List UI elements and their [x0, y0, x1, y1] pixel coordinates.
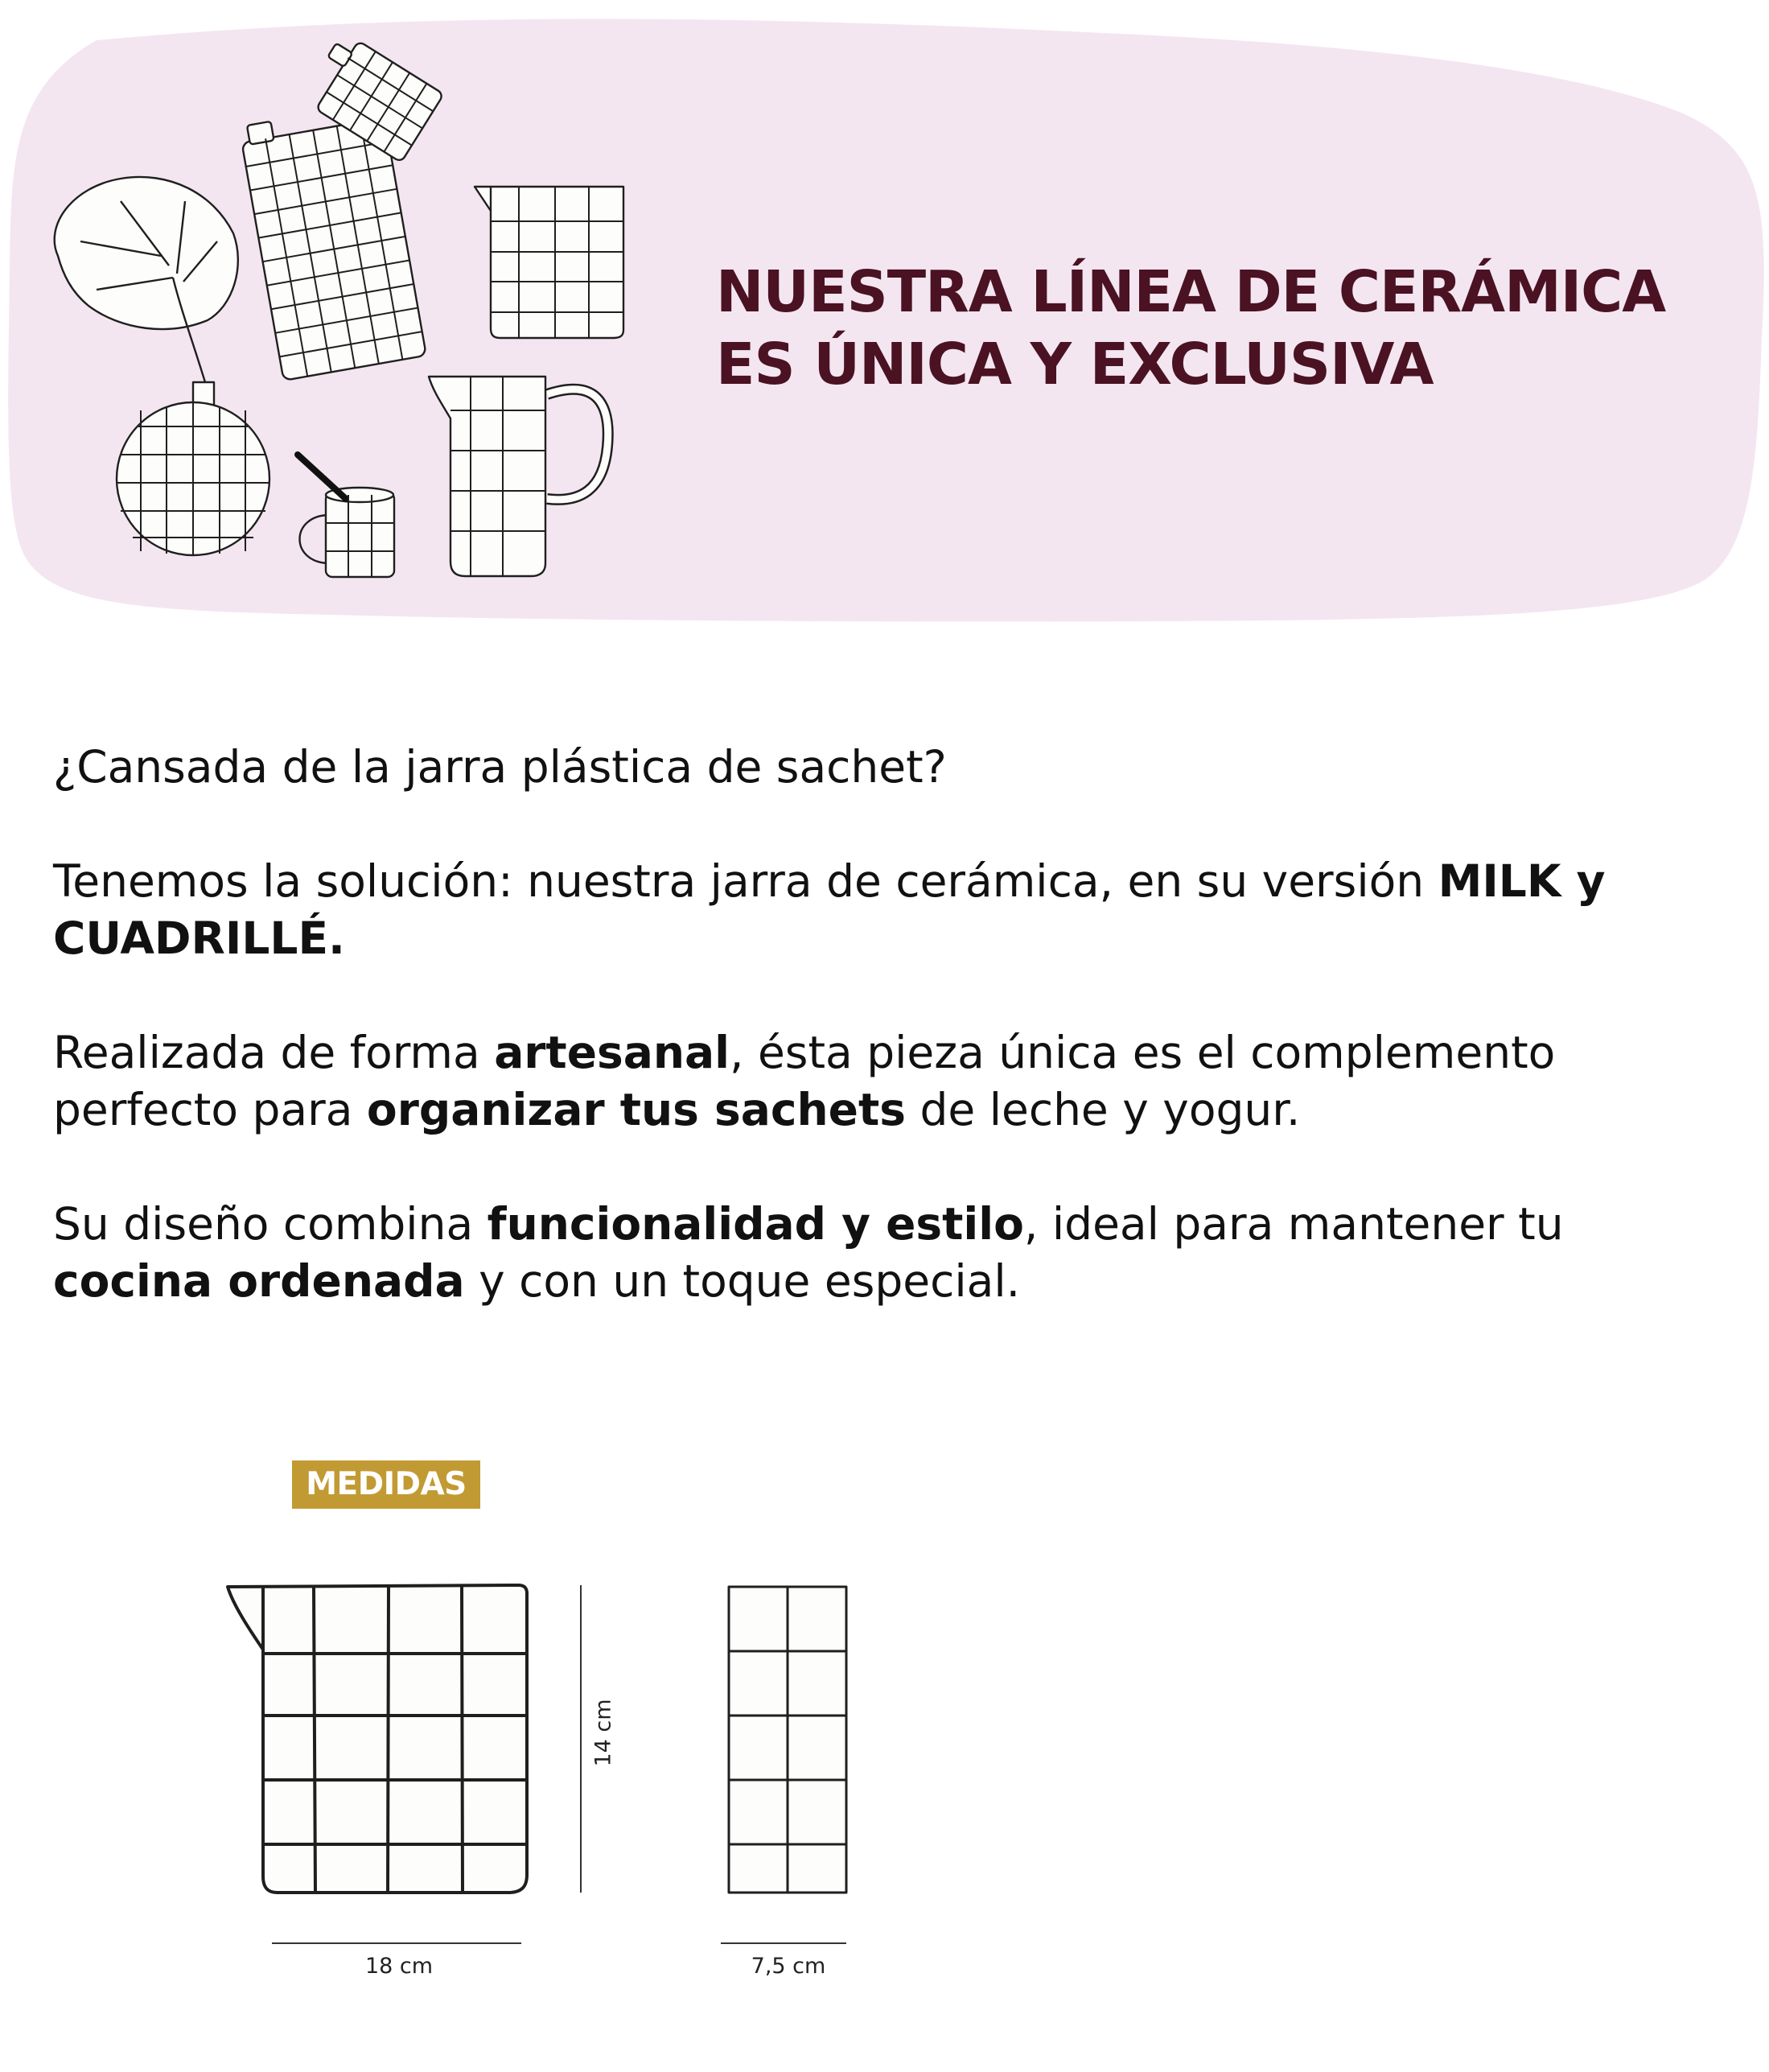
page-title — [716, 256, 1722, 401]
artisanal-text-a: Realizada de forma — [53, 1027, 495, 1078]
headline-line-1: NUESTRA LÍNEA DE CERÁMICA — [716, 258, 1666, 325]
height-label: 14 cm — [590, 1699, 616, 1767]
paragraph-solution — [53, 853, 1726, 967]
leaf-icon — [55, 177, 238, 382]
product-description — [53, 739, 1726, 1367]
artisanal-text-c: de leche y yogur. — [906, 1084, 1301, 1135]
paragraph-question — [53, 739, 1726, 796]
mug-icon — [298, 455, 394, 577]
jug-side-view — [729, 1587, 846, 1893]
design-text-b: , ideal para mantener tu — [1023, 1198, 1564, 1250]
headline-line-2: ES ÚNICA Y EXCLUSIVA — [716, 331, 1434, 398]
jug-front-view — [228, 1585, 527, 1893]
design-text-c: y con un toque especial. — [464, 1255, 1021, 1307]
width-label: 18 cm — [364, 1954, 434, 1979]
artisanal-emphasis: artesanal — [494, 1027, 730, 1078]
round-vase-icon — [117, 382, 269, 555]
depth-label: 7,5 cm — [751, 1954, 826, 1979]
organize-emphasis: organizar tus sachets — [366, 1084, 906, 1135]
dimensions-diagram — [0, 1553, 1769, 2004]
pitcher-icon — [429, 377, 608, 576]
paragraph-design — [53, 1196, 1726, 1310]
solution-text: Tenemos la solución: nuestra jarra de cerámica, en su versión — [53, 855, 1438, 907]
paragraph-artisanal — [53, 1024, 1726, 1139]
style-emphasis: funcionalidad y estilo — [487, 1198, 1024, 1250]
measures-badge: MEDIDAS — [292, 1460, 480, 1509]
kitchen-emphasis: cocina ordenada — [53, 1255, 465, 1307]
measuring-jug-icon — [475, 187, 623, 338]
artisanal-text-b: , ésta pieza única es el complemento perfecto para — [53, 1027, 1556, 1135]
question-text: ¿Cansada de la jarra plástica de sachet? — [53, 741, 947, 793]
design-text-a: Su diseño combina — [53, 1198, 488, 1250]
version-name: MILK y CUADRILLÉ. — [53, 855, 1606, 964]
